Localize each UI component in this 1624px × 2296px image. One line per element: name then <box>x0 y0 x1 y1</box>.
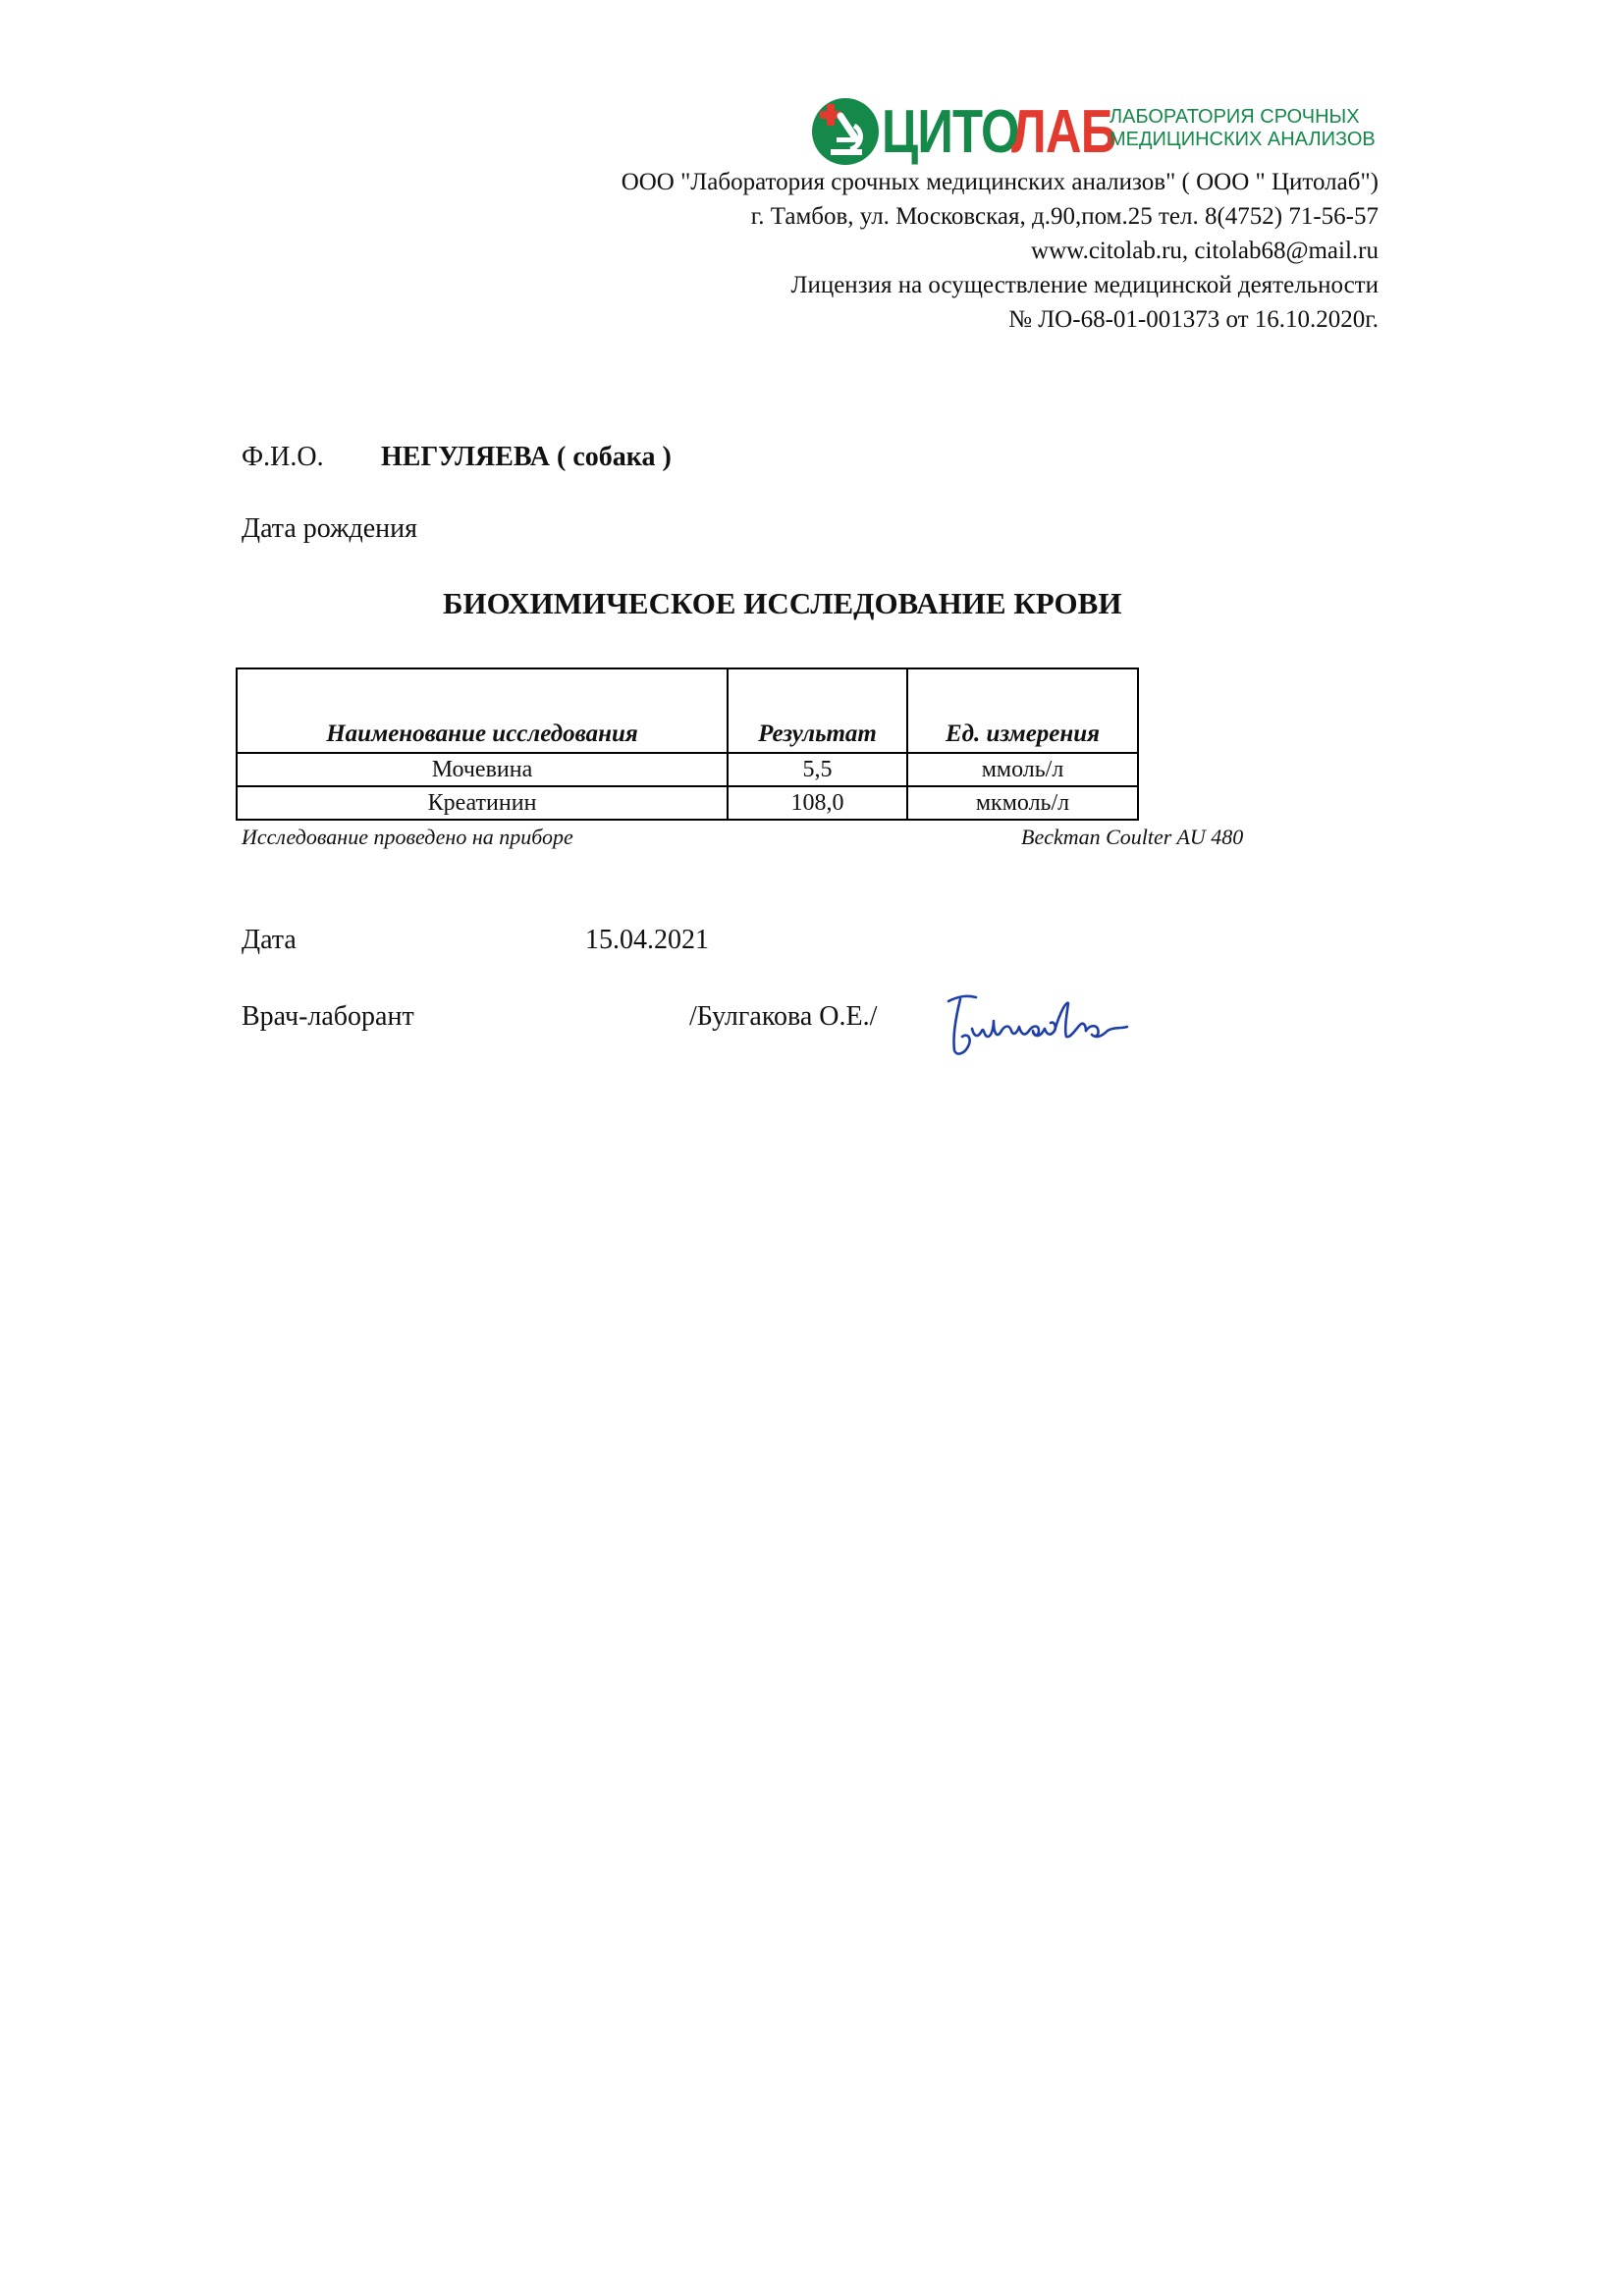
org-line-web: www.citolab.ru, citolab68@mail.ru <box>1031 238 1379 264</box>
unit-cell: мкмоль/л <box>907 786 1138 820</box>
org-line-name: ООО "Лаборатория срочных медицинских анализов" ( ООО " Цитолаб") <box>621 169 1379 195</box>
organization-details <box>622 165 1379 337</box>
unit-cell: ммоль/л <box>907 753 1138 786</box>
logo-tagline <box>1110 106 1376 151</box>
device-label: Исследование проведено на приборе <box>242 825 573 849</box>
handwritten-signature <box>939 982 1135 1075</box>
tagline-line2: МЕДИЦИНСКИХ АНАЛИЗОВ <box>1110 129 1376 150</box>
table-row <box>237 786 1138 820</box>
patient-name-row <box>242 442 672 473</box>
results-table <box>236 667 1139 821</box>
tagline-line1: ЛАБОРАТОРИЯ СРОЧНЫХ <box>1110 106 1360 128</box>
date-label: Дата <box>242 925 297 955</box>
device-name: Beckman Coulter AU 480 <box>1021 825 1244 849</box>
doctor-name: /Булгакова О.Е./ <box>689 1001 878 1032</box>
dob-label: Дата рождения <box>242 513 417 544</box>
birth-date-row <box>242 513 417 545</box>
date-value: 15.04.2021 <box>585 925 709 955</box>
doctor-row <box>242 1001 877 1033</box>
header-result: Результат <box>728 668 907 753</box>
microscope-cross-icon <box>811 94 880 169</box>
test-name-cell: Мочевина <box>237 753 728 786</box>
logo-brand-part1: ЦИТО <box>882 97 1019 166</box>
date-row <box>242 925 709 956</box>
logo-brand-part2: ЛАБ <box>1011 97 1116 166</box>
table-header-row <box>237 668 1138 753</box>
org-line-license: Лицензия на осуществление медицинской деятельности <box>790 272 1379 298</box>
document-title: БИОХИМИЧЕСКОЕ ИССЛЕДОВАНИЕ КРОВИ <box>443 586 1122 620</box>
citolab-logo <box>811 94 1376 169</box>
fio-label: Ф.И.О. <box>242 442 324 472</box>
header-test-name: Наименование исследования <box>237 668 728 753</box>
signature-image <box>939 982 1135 1070</box>
result-cell: 108,0 <box>728 786 907 820</box>
test-name-cell: Креатинин <box>237 786 728 820</box>
org-line-address: г. Тамбов, ул. Московская, д.90,пом.25 тел. 8(4752) 71-56-57 <box>750 203 1379 230</box>
header-unit: Ед. измерения <box>907 668 1138 753</box>
fio-value: НЕГУЛЯЕВА ( собака ) <box>381 442 672 472</box>
result-cell: 5,5 <box>728 753 907 786</box>
org-line-license-number: № ЛО-68-01-001373 от 16.10.2020г. <box>1008 306 1379 333</box>
table-row <box>237 753 1138 786</box>
doctor-label: Врач-лаборант <box>242 1001 414 1032</box>
